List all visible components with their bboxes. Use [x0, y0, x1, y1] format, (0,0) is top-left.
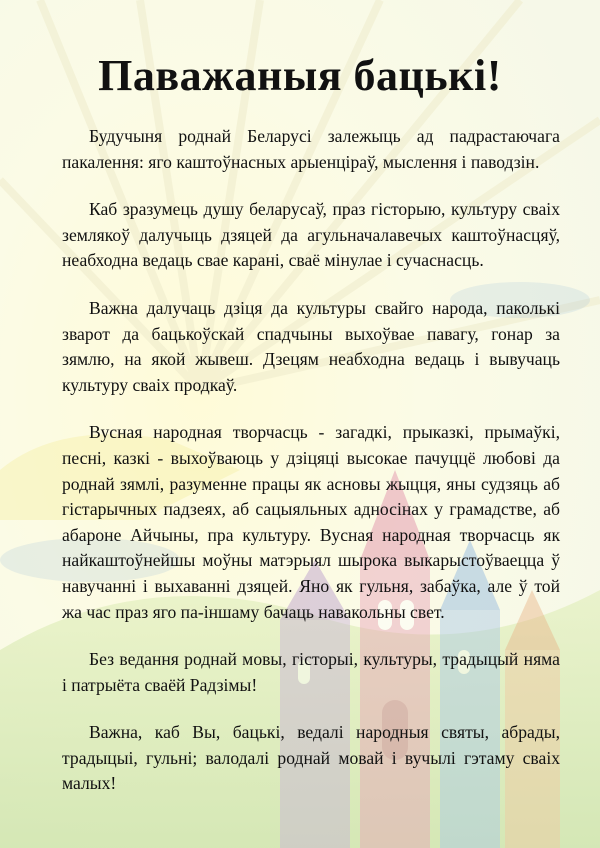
body-text	[62, 124, 560, 819]
paragraph: Важна, каб Вы, бацькі, ведалі народныя святы, абрады, традыцыі, гульні; валодалі роднай мовай і вучылі гэтаму сваіх малых!	[62, 722, 560, 794]
paragraph: Будучыня роднай Беларусі залежыць ад падрастаючага пакалення: яго каштоўнасных арыенціраў, мыслення і паводзін.	[62, 126, 560, 172]
paragraph: Важна далучаць дзіця да культуры свайго народа, паколькі зварот да бацькоўскай спадчыны выхоўвае павагу, гонар за зямлю, на якой жывеш. Дзецям неабходна ведаць і вывучаць культуру сваіх продкаў.	[62, 297, 560, 395]
page-title: Паважаныя бацькі!	[98, 51, 502, 100]
paragraph: Вусная народная творчасць - загадкі, прыказкі, прымаўкі, песні, казкі - выхоўваюць у дзіцяці высокае пачуццё любові да роднай зямлі, разуменне працы як асновы жыцця, яны судзяць аб гістарычных падзеях, аб сацыяльных адносінах у грамадстве, аб абароне Айчыны, пра культуру. Вусная народная творчасць як найкаштоўнейшы моўны матэрыял шырока выкарыстоўваецца ў навучанні і выхаванні дзяцей. Яно як гульня, забаўка, але ў той жа час праз яго па-іншаму бачаць навакольны свет.	[62, 422, 560, 622]
paragraph: Каб зразумець душу беларусаў, праз гісторыю, культуру сваіх землякоў далучыць дзяцей да агульначалавечых каштоўнасцяў, неабходна ведаць свае карані, сваё мінулае і сучаснасць.	[62, 199, 560, 271]
paragraph: Без ведання роднай мовы, гісторыі, культуры, традыцый няма і патрыёта сваёй Радзімы!	[62, 649, 560, 695]
